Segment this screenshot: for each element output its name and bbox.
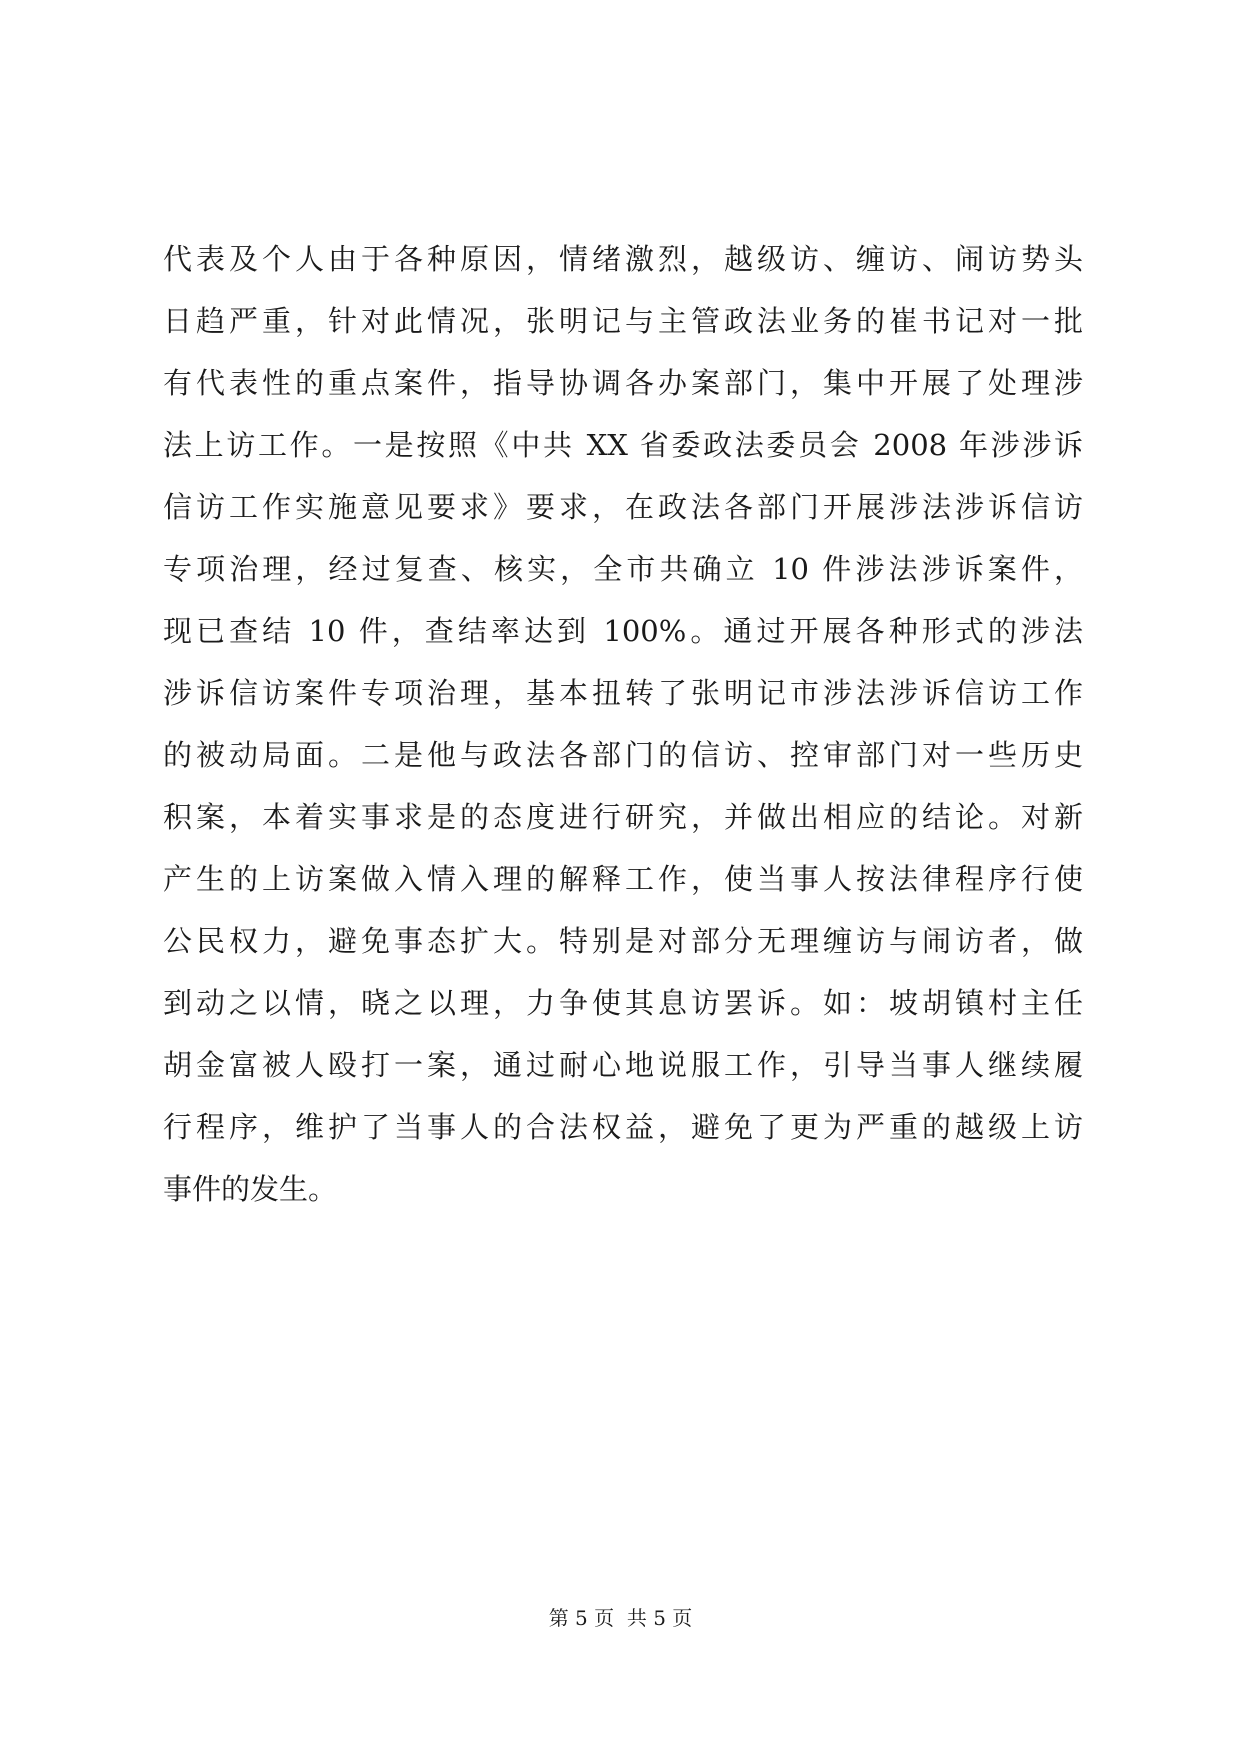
page-footer bbox=[0, 1604, 1241, 1632]
text-line: 现已查结 10 件，查结率达到 100%。通过开展各种形式的涉法 bbox=[163, 614, 1083, 648]
text-line: 有代表性的重点案件，指导协调各办案部门，集中开展了处理涉 bbox=[163, 366, 1083, 400]
text-line: 胡金富被人殴打一案，通过耐心地说服工作，引导当事人继续履 bbox=[163, 1048, 1083, 1082]
page-number: 第 5 页 共 5 页 bbox=[548, 1606, 693, 1630]
text-line: 涉诉信访案件专项治理，基本扭转了张明记市涉法涉诉信访工作 bbox=[163, 676, 1083, 710]
body-paragraph bbox=[163, 228, 1083, 1220]
text-line: 到动之以情，晓之以理，力争使其息访罢诉。如：坡胡镇村主任 bbox=[163, 986, 1083, 1020]
text-line: 信访工作实施意见要求》要求，在政法各部门开展涉法涉诉信访 bbox=[163, 490, 1083, 524]
text-line: 的被动局面。二是他与政法各部门的信访、控审部门对一些历史 bbox=[163, 738, 1083, 772]
text-line: 积案，本着实事求是的态度进行研究，并做出相应的结论。对新 bbox=[163, 800, 1083, 834]
text-line: 专项治理，经过复查、核实，全市共确立 10 件涉法涉诉案件， bbox=[163, 552, 1083, 586]
text-line: 公民权力，避免事态扩大。特别是对部分无理缠访与闹访者，做 bbox=[163, 924, 1083, 958]
text-line: 代表及个人由于各种原因，情绪激烈，越级访、缠访、闹访势头 bbox=[163, 242, 1083, 276]
text-line: 日趋严重，针对此情况，张明记与主管政法业务的崔书记对一批 bbox=[163, 304, 1083, 338]
text-line: 事件的发生。 bbox=[163, 1172, 338, 1206]
text-line: 产生的上访案做入情入理的解释工作，使当事人按法律程序行使 bbox=[163, 862, 1083, 896]
text-line: 法上访工作。一是按照《中共 XX 省委政法委员会 2008 年涉涉诉 bbox=[163, 428, 1083, 462]
text-line: 行程序，维护了当事人的合法权益，避免了更为严重的越级上访 bbox=[163, 1110, 1083, 1144]
